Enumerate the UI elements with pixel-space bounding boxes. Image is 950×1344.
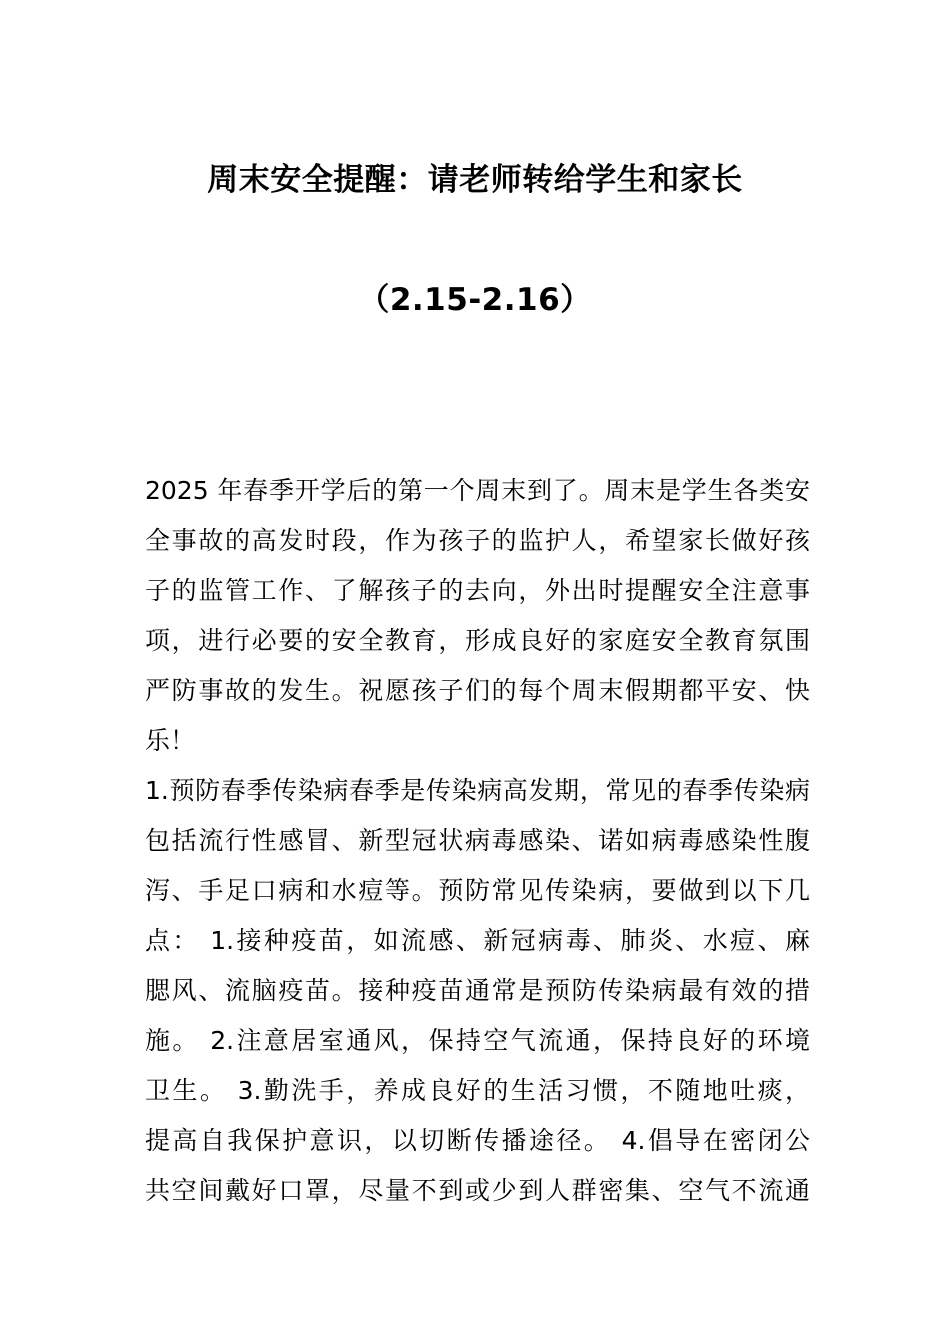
body-line: 提高自我保护意识，以切断传播途径。 4.倡导在密闭公 — [145, 1126, 810, 1155]
body-line: 泻、手足口病和水痘等。预防常见传染病，要做到以下几 — [145, 876, 810, 905]
body-line: 全事故的高发时段，作为孩子的监护人，希望家长做好孩 — [145, 526, 810, 555]
body-line: 严防事故的发生。祝愿孩子们的每个周末假期都平安、快 — [145, 676, 810, 705]
body-line: 乐！ — [145, 726, 196, 755]
document-date-range: （2.15-2.16） — [358, 282, 592, 318]
body-line: 1.预防春季传染病春季是传染病高发期，常见的春季传染病 — [145, 776, 810, 805]
body-line: 施。 2.注意居室通风，保持空气流通，保持良好的环境 — [145, 1026, 810, 1055]
body-line: 2025 年春季开学后的第一个周末到了。周末是学生各类安 — [145, 476, 810, 505]
document-body — [145, 466, 810, 1216]
body-line: 腮风、流脑疫苗。接种疫苗通常是预防传染病最有效的措 — [145, 976, 810, 1005]
document-title: 周末安全提醒：请老师转给学生和家长 — [207, 162, 743, 198]
body-line: 项，进行必要的安全教育，形成良好的家庭安全教育氛围 — [145, 626, 810, 655]
body-line: 子的监管工作、了解孩子的去向，外出时提醒安全注意事 — [145, 576, 810, 605]
body-line: 卫生。 3.勤洗手，养成良好的生活习惯，不随地吐痰， — [145, 1076, 810, 1105]
body-line: 点： 1.接种疫苗，如流感、新冠病毒、肺炎、水痘、麻 — [145, 926, 810, 955]
body-line: 包括流行性感冒、新型冠状病毒感染、诺如病毒感染性腹 — [145, 826, 810, 855]
body-line: 共空间戴好口罩，尽量不到或少到人群密集、空气不流通 — [145, 1176, 810, 1205]
